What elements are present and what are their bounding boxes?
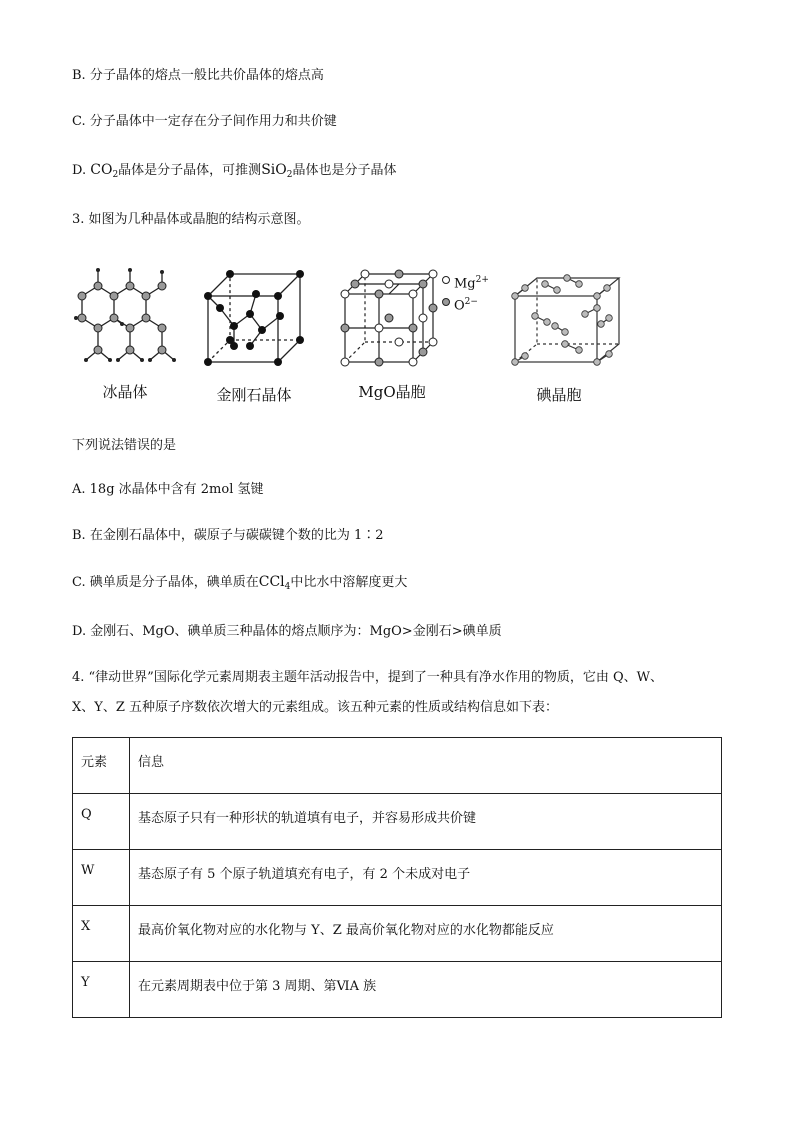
sio2-subscript: 2 <box>286 170 293 180</box>
q3c-prefix: C. 碘单质是分子晶体，碘单质在 <box>72 575 259 590</box>
legend-o-charge: 2− <box>464 297 478 307</box>
table-row <box>73 850 722 906</box>
element-info-table <box>72 737 722 1018</box>
co2-formula <box>90 162 118 178</box>
mgo-unit-cell-caption: MgO晶胞 <box>358 383 426 401</box>
table-header-row <box>73 738 722 794</box>
co2-subscript: 2 <box>112 170 119 180</box>
option-d-end: 晶体也是分子晶体 <box>292 163 397 178</box>
row-info: 基态原子只有一种形状的轨道填有电子，并容易形成共价键 <box>130 794 722 850</box>
question-3: 3. 如图为几种晶体或晶胞的结构示意图。 <box>72 212 310 227</box>
question-3-option-c <box>72 573 407 596</box>
row-info: 最高价氧化物对应的水化物与 Y、Z 最高价氧化物对应的水化物都能反应 <box>130 906 722 962</box>
row-element: X <box>73 906 130 962</box>
legend-o-text: O <box>454 298 465 314</box>
question-3-option-d: D. 金刚石、MgO、碘单质三种晶体的熔点顺序为：MgO>金刚石>碘单质 <box>72 624 502 639</box>
question-3-option-a: A. 18g 冰晶体中含有 2mol 氢键 <box>72 482 264 497</box>
legend-mg-text: Mg <box>454 276 476 292</box>
option-d-mid: 晶体是分子晶体，可推测 <box>118 163 262 178</box>
sio2-formula <box>261 162 292 178</box>
ccl4-text: CCl <box>258 574 285 590</box>
diamond-crystal-figure <box>200 266 310 370</box>
legend-mg <box>454 271 489 293</box>
header-info: 信息 <box>130 738 722 794</box>
question-3-option-b: B. 在金刚石晶体中，碳原子与碳碳键个数的比为 1∶2 <box>72 528 384 543</box>
question-4-line-2: X、Y、Z 五种原子序数依次增大的元素组成。该五种元素的性质或结构信息如下表： <box>72 700 559 715</box>
option-d <box>72 161 396 184</box>
table-row <box>73 906 722 962</box>
row-element: Y <box>73 962 130 1018</box>
option-c: C. 分子晶体中一定存在分子间作用力和共价键 <box>72 114 337 129</box>
legend-mg-charge: 2+ <box>475 275 489 285</box>
row-element: W <box>73 850 130 906</box>
ice-crystal-figure <box>70 266 180 370</box>
mgo-unit-cell-figure <box>335 266 445 370</box>
row-info: 基态原子有 5 个原子轨道填充有电子，有 2 个未成对电子 <box>130 850 722 906</box>
row-element: Q <box>73 794 130 850</box>
sio2-text: SiO <box>261 162 287 178</box>
option-d-prefix: D. <box>72 163 91 178</box>
mgo-legend-markers <box>440 272 452 312</box>
iodine-unit-cell-figure <box>505 266 635 370</box>
iodine-unit-cell-caption: 碘晶胞 <box>536 386 582 404</box>
question-4-line-1: 4. “律动世界”国际化学元素周期表主题年活动报告中，提到了一种具有净水作用的物质，它由 Q、W、 <box>72 670 663 685</box>
row-info: 在元素周期表中位于第 3 周期、第ⅥA 族 <box>130 962 722 1018</box>
ccl4-subscript: 4 <box>284 582 291 592</box>
legend-o <box>454 293 478 315</box>
ice-crystal-caption: 冰晶体 <box>102 383 148 401</box>
question-3-prompt: 下列说法错误的是 <box>72 438 177 453</box>
header-element: 元素 <box>73 738 130 794</box>
ccl4-formula <box>259 574 291 590</box>
diamond-crystal-caption: 金刚石晶体 <box>216 386 292 404</box>
co2-text: CO <box>90 162 113 178</box>
table-row <box>73 794 722 850</box>
option-b: B. 分子晶体的熔点一般比共价晶体的熔点高 <box>72 68 324 83</box>
table-row <box>73 962 722 1018</box>
q3c-suffix: 中比水中溶解度更大 <box>290 575 408 590</box>
